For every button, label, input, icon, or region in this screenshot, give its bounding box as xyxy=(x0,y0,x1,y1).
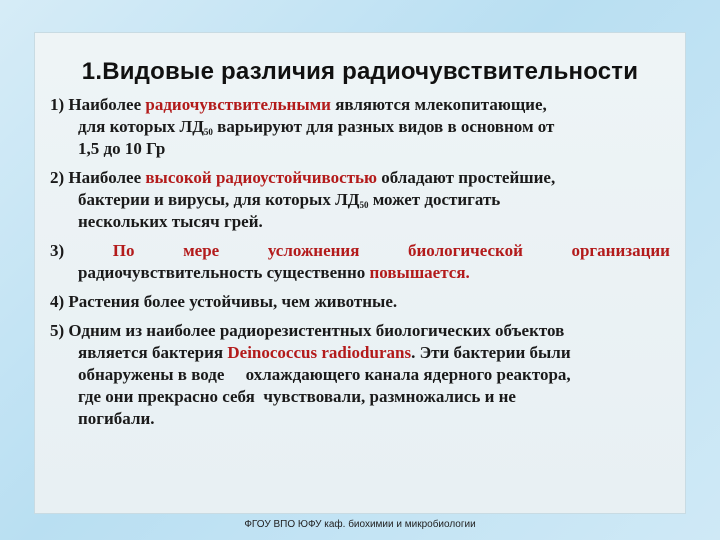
slide-title: 1.Видовые различия радиочувствительности xyxy=(81,58,639,85)
item-1-text-e: 1,5 до 10 Гр xyxy=(78,139,166,158)
item-5-text-f: погибали. xyxy=(78,409,155,428)
item-3-highlight-2: повышается. xyxy=(369,263,470,282)
item-4-text: 4) Растения более устойчивы, чем животные. xyxy=(50,292,398,311)
item-2-highlight: высокой радиоустойчивостью xyxy=(145,168,377,187)
item-5-text-d: обнаружены в воде охлаждающего канала ядерного реактора, xyxy=(78,365,571,384)
list-item-1 xyxy=(50,94,670,160)
item-2-text-a: 2) Наиболее xyxy=(50,168,146,187)
item-3-word-1: По xyxy=(112,241,135,260)
item-1-text-b: являются млекопитающие, xyxy=(330,95,547,114)
item-1-text-c: для которых ЛД xyxy=(78,117,204,136)
item-1-line-2 xyxy=(50,116,670,138)
item-5-highlight: Deinococcus radiodurans xyxy=(227,343,412,362)
slide-body xyxy=(50,94,670,437)
list-item-5 xyxy=(50,320,670,430)
item-5-line-2 xyxy=(50,342,670,364)
item-2-text-e: нескольких тысяч грей. xyxy=(78,212,263,231)
item-3-line-1 xyxy=(50,240,670,262)
item-3-word-4: биологической xyxy=(408,241,523,260)
item-2-subscript: 50 xyxy=(359,200,369,210)
item-3-number: 3) xyxy=(50,241,65,260)
item-1-subscript: 50 xyxy=(203,127,213,137)
item-2-text-d: может достигать xyxy=(368,190,501,209)
item-2-line-2 xyxy=(50,189,670,211)
item-2-text-b: обладают простейшие, xyxy=(376,168,556,187)
slide-footer: ФГОУ ВПО ЮФУ каф. биохимии и микробиологии xyxy=(244,519,476,530)
item-1-highlight: радиочувствительными xyxy=(145,95,331,114)
item-5-text-b: является бактерия xyxy=(78,343,228,362)
item-3-word-2: мере xyxy=(183,241,220,260)
item-3-word-3: усложнения xyxy=(267,241,360,260)
list-item-4 xyxy=(50,291,670,313)
item-5-text-a: 5) Одним из наиболее радиорезистентных биологических объектов xyxy=(50,321,565,340)
item-3-line-2 xyxy=(50,262,670,284)
item-2-text-c: бактерии и вирусы, для которых ЛД xyxy=(78,190,360,209)
list-item-3 xyxy=(50,240,670,284)
item-3-text-c: радиочувствительность существенно xyxy=(78,263,370,282)
list-item-2 xyxy=(50,167,670,233)
item-1-text-a: 1) Наиболее xyxy=(50,95,146,114)
item-5-text-e: где они прекрасно себя чувствовали, размножались и не xyxy=(78,387,516,406)
item-1-text-d: варьируют для разных видов в основном от xyxy=(212,117,555,136)
item-5-text-c: . Эти бактерии были xyxy=(411,343,571,362)
item-3-word-5: организации xyxy=(571,241,670,260)
